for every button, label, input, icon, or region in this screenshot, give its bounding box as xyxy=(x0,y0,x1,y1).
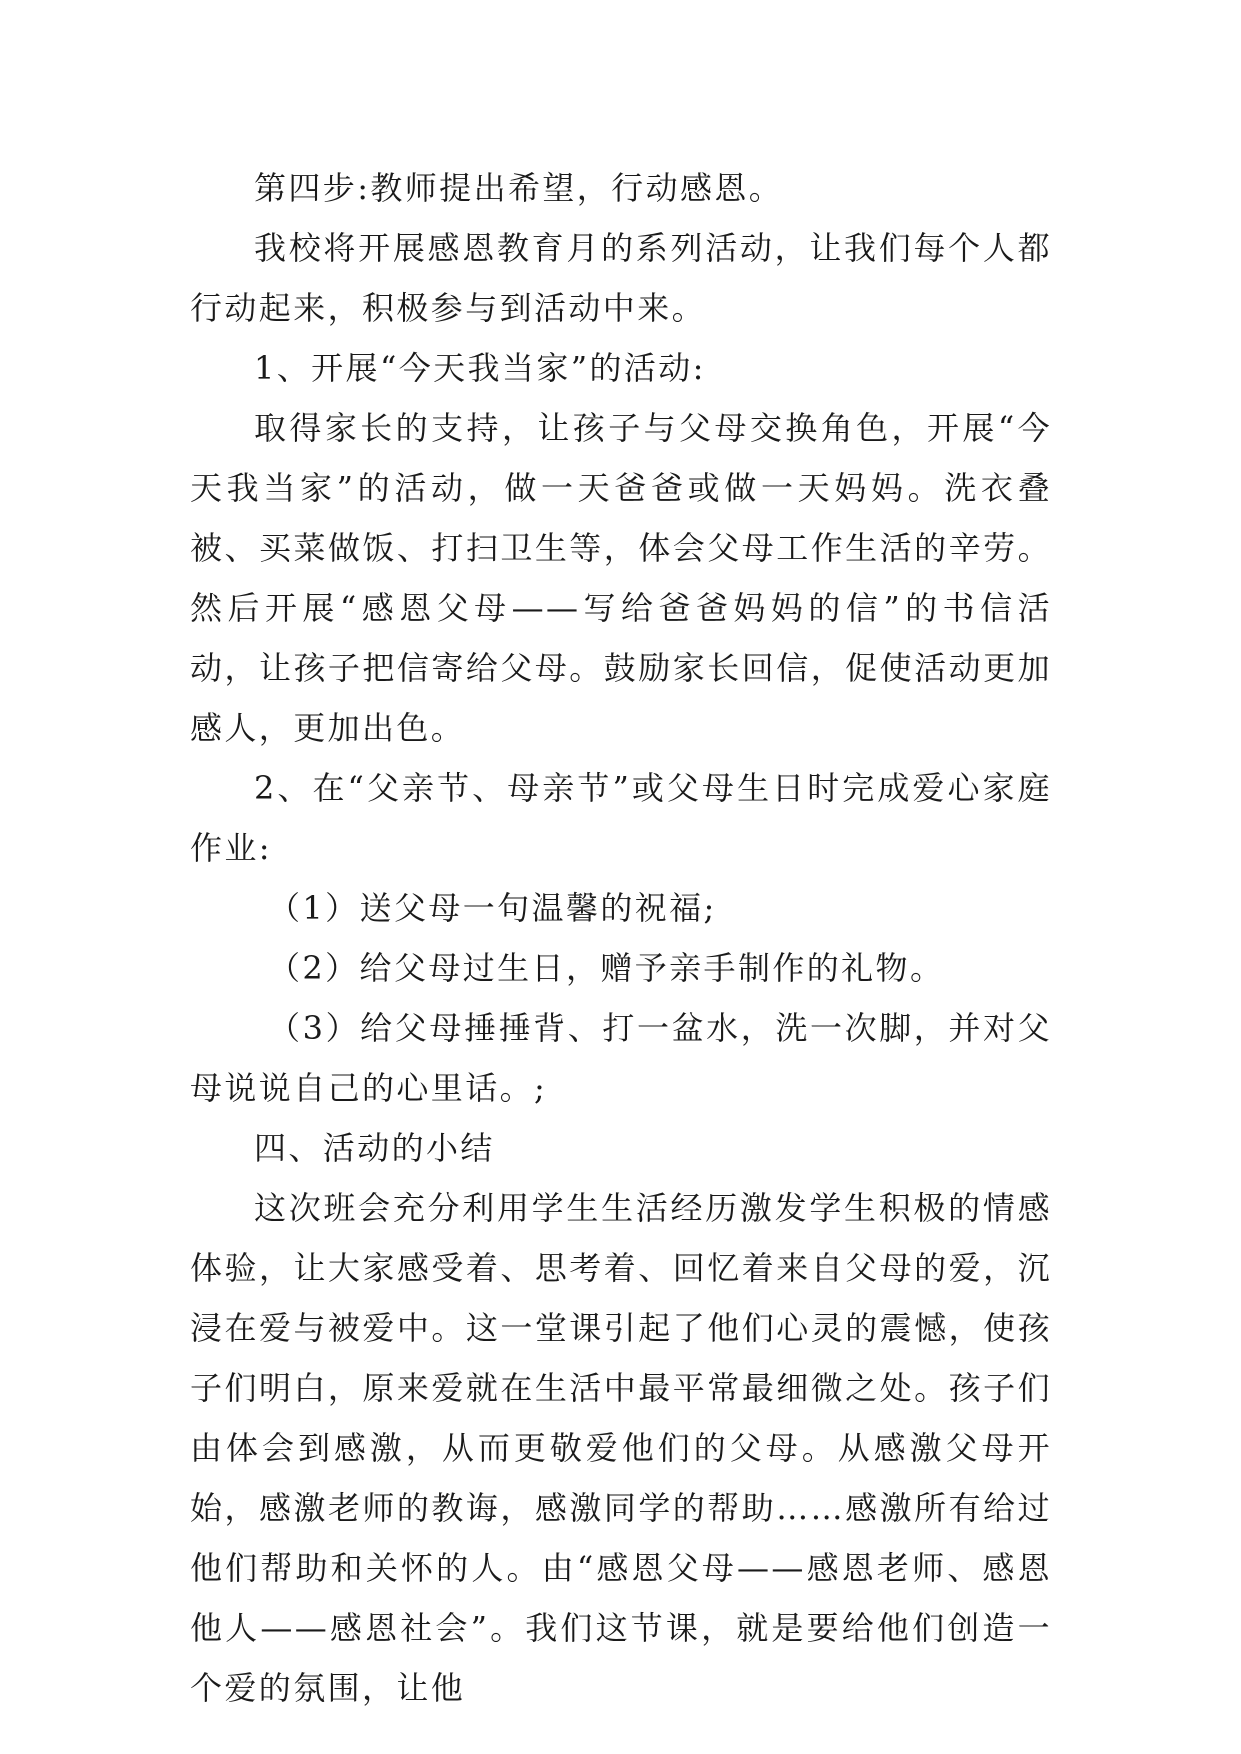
paragraph-item-1-heading: 1、开展“今天我当家”的活动: xyxy=(254,349,706,387)
paragraph-subitem-2: （2）给父母过生日，赠予亲手制作的礼物。 xyxy=(268,949,945,987)
paragraph-subitem-3: （3）给父母捶捶背、打一盆水，洗一次脚，并对父母说说自己的心里话。; xyxy=(190,1009,1052,1107)
paragraph-step-four: 第四步:教师提出希望，行动感恩。 xyxy=(254,169,784,207)
paragraph-subitem-1: （1）送父母一句温馨的祝福; xyxy=(268,889,717,927)
paragraph-item-2-heading: 2、在“父亲节、母亲节”或父母生日时完成爱心家庭作业: xyxy=(190,769,1052,867)
paragraph-summary-body: 这次班会充分利用学生生活经历激发学生积极的情感体验，让大家感受着、思考着、回忆着来自父母的爱，沉浸在爱与被爱中。这一堂课引起了他们心灵的震憾，使孩子们明白，原来爱就在生活中最平常最细微之处。孩子们由体会到感激，从而更敬爱他们的父母。从感激父母开始，感激老师的教诲，感激同学的帮助……感激所有给过他们帮助和关怀的人。由“感恩父母——感恩老师、感恩他人——感恩社会”。我们这节课，就是要给他们创造一个爱的氛围，让他 xyxy=(190,1189,1052,1707)
paragraph-activity-intro: 我校将开展感恩教育月的系列活动，让我们每个人都行动起来，积极参与到活动中来。 xyxy=(190,229,1052,327)
paragraph-item-1-body: 取得家长的支持，让孩子与父母交换角色，开展“今天我当家”的活动，做一天爸爸或做一天妈妈。洗衣叠被、买菜做饭、打扫卫生等，体会父母工作生活的辛劳。然后开展“感恩父母——写给爸爸妈妈的信”的书信活动，让孩子把信寄给父母。鼓励家长回信，促使活动更加感人，更加出色。 xyxy=(190,409,1052,747)
document-body xyxy=(190,158,1052,1718)
section-heading-summary: 四、活动的小结 xyxy=(254,1129,495,1167)
